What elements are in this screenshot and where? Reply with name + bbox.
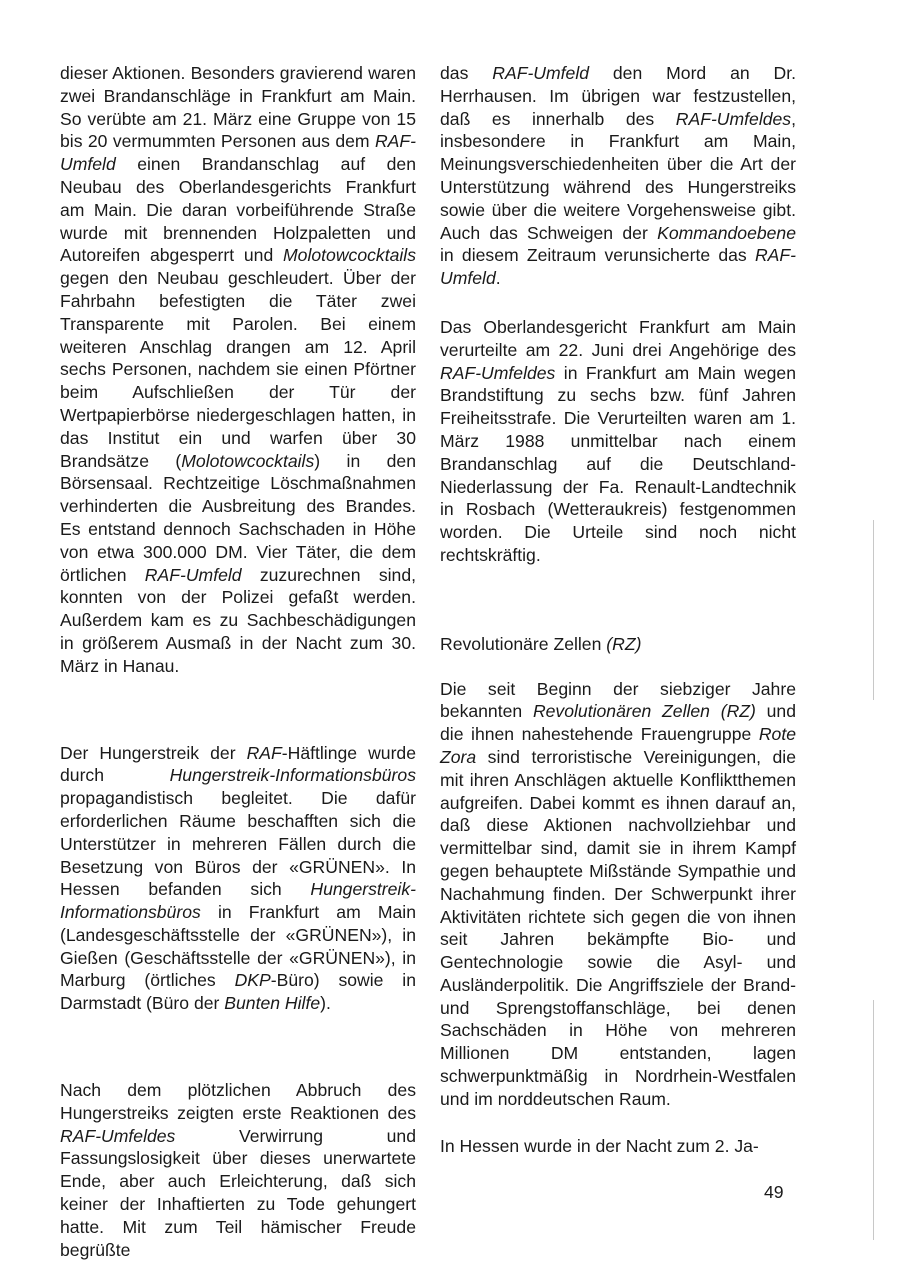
paragraph [60, 62, 416, 678]
text-run: -Büro) sowie in Darmstadt (Büro der [60, 970, 416, 1014]
paragraph [440, 678, 796, 1111]
italic-text: RAF-Umfeld [492, 63, 590, 83]
paragraph [60, 1079, 416, 1261]
italic-text: Molotowcocktails [181, 450, 315, 471]
text-run: das [440, 63, 493, 83]
text-run: -Häftlinge wurde durch [60, 742, 416, 786]
paragraph [440, 316, 796, 567]
italic-text: RAF [246, 742, 282, 763]
italic-text: Hungerstreik-Informationsbüros [60, 879, 416, 923]
italic-text: (RZ) [606, 633, 642, 654]
italic-text: RAF-Umfeld [144, 564, 242, 585]
page-number: 49 [764, 1182, 784, 1202]
text-run: sind terroristische Vereinigungen, die mit ihren Anschlägen aktuelle Konfliktthemen aufgreifen. Dabei kommt es ihnen darauf an, daß diese Aktionen nachvollziehbar und vermittelbar sind, damit sie in ihrem Kampf gegen behauptete Mißstände Sympathie und Nachahmung finden. Der Schwerpunkt ihrer Aktivitäten richtete sich gegen die von ihnen seit Jahren bekämpfte Bio- und Gentechnologie sowie die Asyl- und Ausländerpolitik. Die Angriffsziele der Brand- und Sprengstoffanschläge, bei denen Sachschäden in Höhe von mehreren Millionen DM entstanden, lagen schwerpunktmäßig in Nordrhein-Westfalen und im norddeutschen Raum. [440, 746, 796, 1109]
scan-artifact [873, 520, 874, 700]
paragraph [440, 1135, 796, 1158]
italic-text: Molotowcocktails [283, 245, 416, 266]
text-run: in Frankfurt am Main (Landesgeschäftsstelle der «GRÜNEN»), in Gießen (Geschäftsstelle der «GRÜNEN»), in Marburg (örtliches [60, 902, 416, 991]
text-run: , insbesondere in Frankfurt am Main, Meinungsverschiedenheiten über die Art der Unterstützung während des Hungerstreiks sowie über die weitere Vorgehensweise gibt. Auch das Schweigen der [440, 108, 796, 243]
paragraph [60, 742, 416, 1016]
text-run: ). [320, 993, 331, 1014]
text-run: propagandistisch begleitet. Die dafür erforderlichen Räume beschafften sich die Unterstützer in mehreren Fällen durch die Besetzung von Büros der «GRÜNEN». In Hessen befanden sich [60, 788, 416, 900]
text-run: Verwirrung und Fassungslosigkeit über dieses unerwartete Ende, aber auch Erleichterung, daß sich keiner der Inhaftierten zu Tode gehungert hatte. Mit zum Teil hämischer Freude begrüßte [60, 1125, 416, 1260]
left-column [60, 62, 416, 1261]
text-run: . [495, 268, 501, 289]
text-run: dieser Aktionen. Besonders gravierend waren zwei Brandanschläge in Frankfurt am Main. So verübte am 21. März eine Gruppe von 15 bis 20 vermummten Personen aus dem [60, 63, 416, 152]
text-run: zuzurechnen sind, konnten von der Polizei gefaßt werden. Außerdem kam es zu Sachbeschädigungen in größerem Ausmaß in der Nacht zum 30. März in Hanau. [60, 564, 417, 676]
text-run: einen Brandanschlag auf den Neubau des Oberlandesgerichts Frankfurt am Main. Die daran vorbeiführende Straße wurde mit brennenden Holzpaletten und Autoreifen abgesperrt und [60, 154, 416, 266]
paragraph [440, 62, 796, 290]
italic-text: RAF-Umfeldes [440, 362, 556, 383]
text-run: Nach dem plötzlichen Abbruch des Hungerstreiks zeigten erste Reaktionen des [60, 1080, 416, 1123]
italic-text: RAF-Umfeldes [60, 1125, 176, 1146]
text-run: In Hessen wurde in der Nacht zum 2. Ja- [440, 1135, 759, 1156]
section-heading [440, 633, 796, 656]
italic-text: RAF-Umfeldes [675, 108, 792, 129]
italic-text: DKP [234, 970, 271, 991]
text-run: gegen den Neubau geschleudert. Über der Fahrbahn befestigten die Täter zwei Transparente mit Parolen. Bei einem weiteren Anschlag drangen am 12. April sechs Personen, nachdem sie einen Pförtner beim Aufschließen der Tür der Wertpapierbörse niedergeschlagen hatten, in das Institut ein und warfen über 30 Brandsätze ( [60, 268, 416, 471]
text-run: Das Oberlandesgericht Frankfurt am Main verurteilte am 22. Juni drei Angehörige des [440, 316, 796, 360]
italic-text: Bunten Hilfe [224, 993, 321, 1014]
text-run: Revolutionäre Zellen [440, 633, 607, 654]
italic-text: Revolutionären Zellen (RZ) [532, 701, 756, 722]
text-run: Der Hungerstreik der [60, 742, 247, 763]
italic-text: RAF-Umfeld [60, 131, 416, 175]
right-column [440, 62, 796, 1157]
text-run: in diesem Zeitraum verunsicherte das [440, 245, 755, 266]
text-run: ) in den Börsensaal. Rechtzeitige Löschmaßnahmen verhinderten die Ausbreitung des Brandes. Es entstand dennoch Sachschaden in Höhe von etwa 300.000 DM. Vier Täter, die dem örtlichen [60, 450, 417, 585]
scan-artifact [873, 1000, 874, 1240]
italic-text: Kommandoebene [657, 222, 796, 243]
italic-text: Rote Zora [440, 724, 796, 767]
text-run: Die seit Beginn der siebziger Jahre bekannten [440, 678, 796, 722]
text-run: den Mord an Dr. Herrhausen. Im übrigen war festzustellen, daß es innerhalb des [440, 63, 796, 129]
text-run: und die ihnen nahestehende Frauengruppe [440, 701, 796, 745]
italic-text: RAF-Umfeld [440, 245, 796, 289]
italic-text: Hungerstreik-Informationsbüros [169, 765, 416, 786]
text-run: in Frankfurt am Main wegen Brandstiftung zu sechs bzw. fünf Jahren Freiheitsstrafe. Die Verurteilten waren am 1. März 1988 unmittelbar nach einem Brandanschlag auf die Deutschland-Niederlassung der Fa. Renault-Landtechnik in Rosbach (Wetteraukreis) festgenommen worden. Die Urteile sind noch nicht rechtskräftig. [440, 362, 796, 565]
